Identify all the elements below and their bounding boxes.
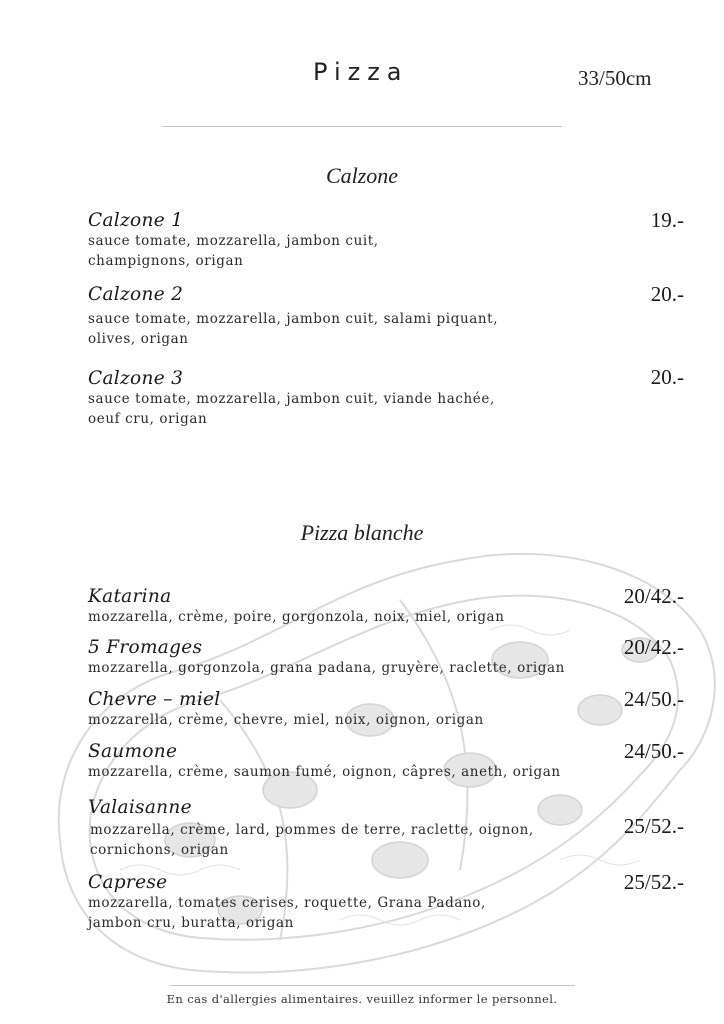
size-label: 33/50cm — [578, 66, 652, 90]
menu-item — [88, 687, 688, 730]
item-price: 25/52.- — [623, 870, 684, 894]
item-name: Chevre – miel — [88, 689, 221, 710]
item-price: 20/42.- — [623, 584, 684, 608]
section-title-pizza-blanche: Pizza blanche — [300, 520, 424, 545]
item-price: 20.- — [650, 365, 684, 389]
item-name: Calzone 1 — [88, 210, 184, 231]
divider — [162, 126, 562, 127]
item-description: sauce tomate, mozzarella, jambon cuit, champignons, origan — [88, 233, 379, 269]
menu-item — [88, 635, 688, 678]
item-name: 5 Fromages — [88, 637, 203, 658]
item-price: 24/50.- — [623, 739, 684, 763]
item-price: 25/52.- — [623, 814, 684, 838]
item-price: 24/50.- — [623, 687, 684, 711]
item-description: mozzarella, crème, lard, pommes de terre, raclette, oignon, cornichons, origan — [90, 822, 534, 858]
divider — [170, 985, 575, 986]
item-description: mozzarella, tomates cerises, roquette, Grana Padano, jambon cru, buratta, origan — [88, 895, 486, 931]
item-description: sauce tomate, mozzarella, jambon cuit, viande hachée, oeuf cru, origan — [88, 391, 495, 427]
item-price: 19.- — [650, 208, 684, 232]
item-name: Caprese — [88, 872, 168, 893]
item-name: Valaisanne — [88, 797, 192, 818]
menu-item — [88, 208, 688, 271]
page-title: Pizza — [313, 58, 409, 86]
item-description: mozzarella, crème, poire, gorgonzola, noix, miel, origan — [88, 609, 505, 625]
item-name: Calzone 3 — [88, 368, 184, 389]
item-name: Katarina — [88, 586, 172, 607]
menu-item — [88, 282, 688, 349]
menu-item — [88, 739, 688, 782]
menu-item — [88, 798, 688, 860]
item-description: sauce tomate, mozzarella, jambon cuit, salami piquant, olives, origan — [88, 311, 499, 347]
item-name: Saumone — [88, 741, 178, 762]
item-name: Calzone 2 — [88, 284, 184, 305]
menu-item — [88, 584, 688, 627]
item-description: mozzarella, gorgonzola, grana padana, gruyère, raclette, origan — [88, 660, 565, 676]
item-description: mozzarella, crème, saumon fumé, oignon, câpres, aneth, origan — [88, 764, 561, 780]
menu-item — [88, 369, 688, 429]
allergy-note: En cas d'allergies alimentaires. veuillez informer le personnel. — [166, 992, 558, 1006]
section-title-calzone: Calzone — [325, 163, 399, 188]
item-price: 20.- — [650, 282, 684, 306]
menu-item — [88, 870, 688, 933]
item-price: 20/42.- — [623, 635, 684, 659]
item-description: mozzarella, crème, chevre, miel, noix, oignon, origan — [88, 712, 484, 728]
